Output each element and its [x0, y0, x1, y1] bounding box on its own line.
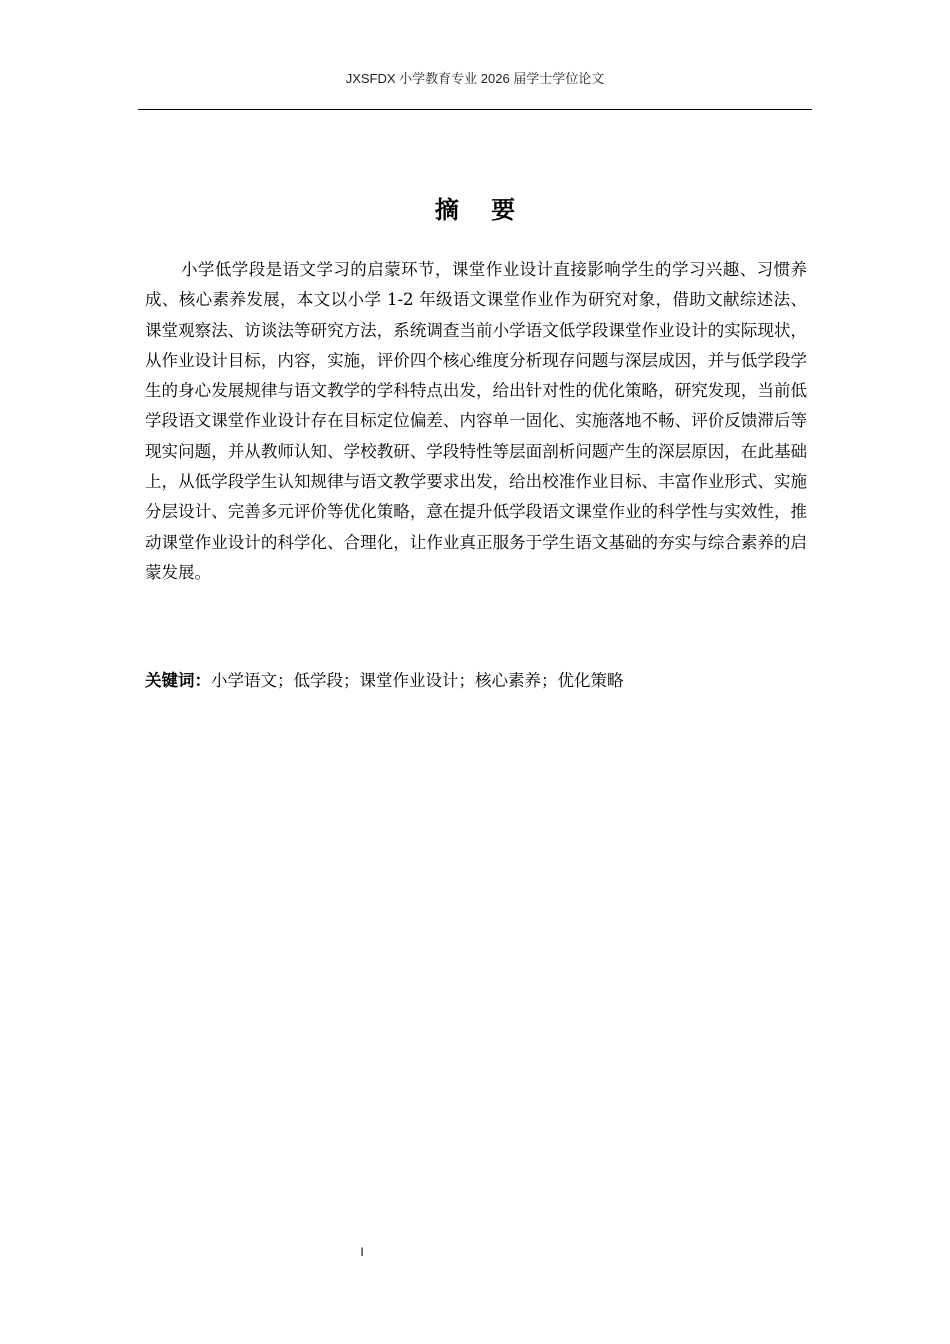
header-title: JXSFDX 小学教育专业 2026 届学士学位论文 — [345, 71, 605, 86]
keywords-label: 关键词： — [145, 671, 211, 690]
keywords-value: 小学语文；低学段；课堂作业设计；核心素养；优化策略 — [211, 671, 624, 690]
page-number: I — [360, 1245, 364, 1259]
keywords — [145, 666, 807, 696]
abstract-body: 小学低学段是语文学习的启蒙环节，课堂作业设计直接影响学生的学习兴趣、习惯养成、核心素养发展，本文以小学 1-2 年级语文课堂作业作为研究对象，借助文献综述法、课堂观察法、访谈法等研究方法，系统调查当前小学语文低学段课堂作业设计的实际现状，从作业设计目标，内容，实施，评价四个核心维度分析现存问题与深层成因，并与低学段学生的身心发展规律与语文教学的学科特点出发，给出针对性的优化策略，研究发现，当前低学段语文课堂作业设计存在目标定位偏差、内容单一固化、实施落地不畅、评价反馈滞后等现实问题，并从教师认知、学校教研、学段特性等层面剖析问题产生的深层原因，在此基础上，从低学段学生认知规律与语文教学要求出发，给出校准作业目标、丰富作业形式、实施分层设计、完善多元评价等优化策略，意在提升低学段语文课堂作业的科学性与实效性，推动课堂作业设计的科学化、合理化，让作业真正服务于学生语文基础的夯实与综合素养的启蒙发展。 — [145, 260, 807, 582]
abstract-title: 摘 要 — [434, 196, 528, 224]
page-header — [138, 62, 812, 110]
